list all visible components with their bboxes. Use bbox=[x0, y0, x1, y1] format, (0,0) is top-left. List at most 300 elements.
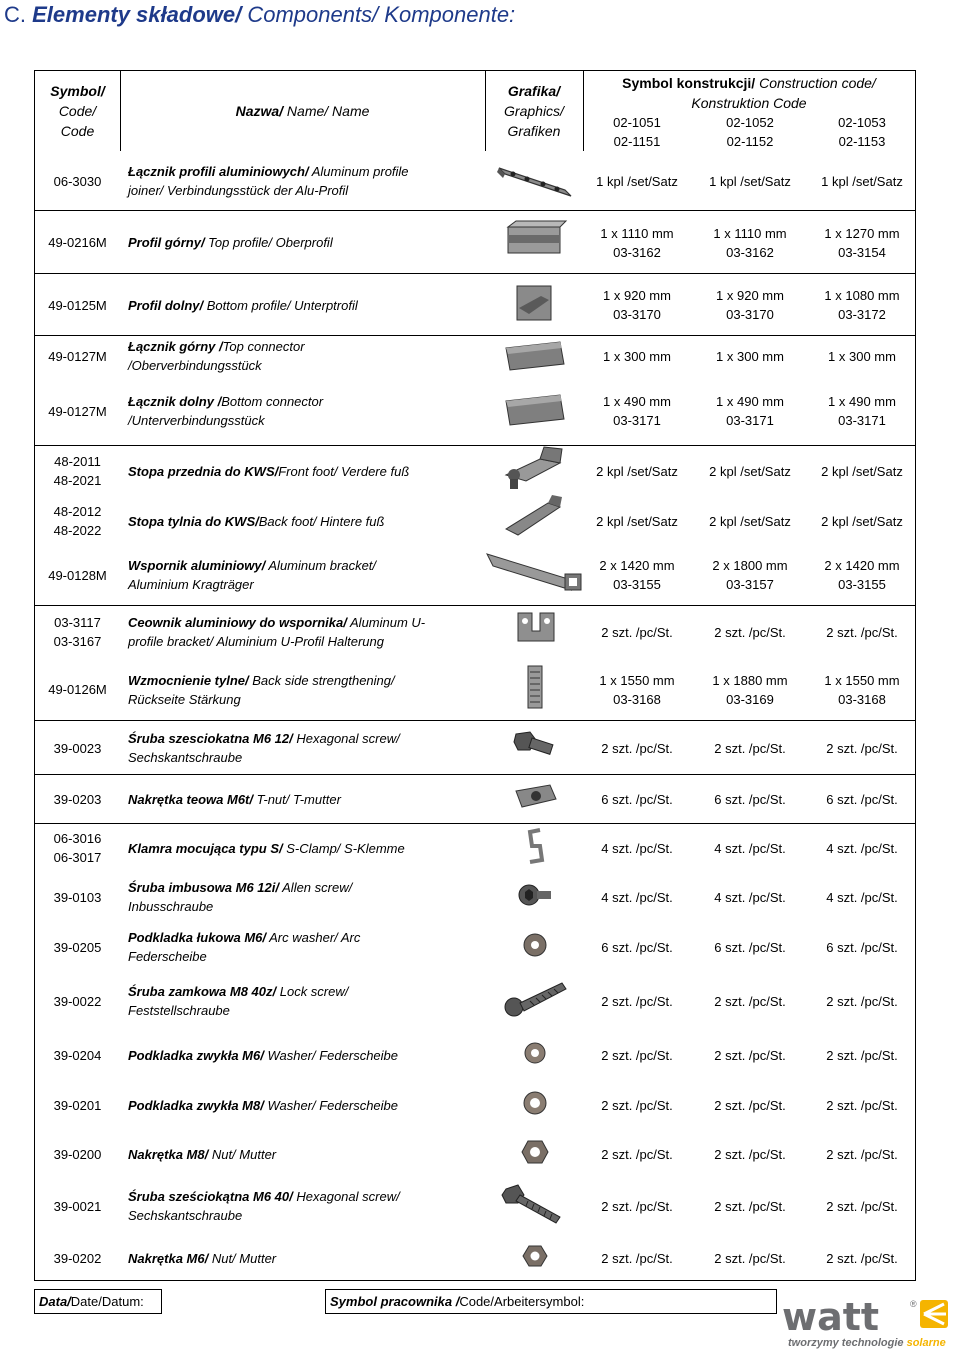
title-rest: Components/ Komponente: bbox=[241, 2, 516, 27]
component-graphic bbox=[485, 972, 585, 1030]
quantity-line: 1 x 490 mm bbox=[603, 394, 671, 409]
washer-m8-icon bbox=[520, 1088, 550, 1123]
component-symbol bbox=[35, 1178, 120, 1234]
quantity-columns bbox=[583, 1234, 915, 1282]
quantity-columns bbox=[583, 546, 915, 604]
quantity-columns bbox=[583, 824, 915, 872]
title-bold: Elementy składowe/ bbox=[32, 2, 242, 27]
component-symbol-line: 39-0023 bbox=[53, 740, 102, 756]
component-symbol-line: 39-0203 bbox=[53, 792, 102, 807]
quantity-line: 2 szt. /pc/St. bbox=[714, 740, 786, 756]
quantity-line: 2 szt. /pc/St. bbox=[826, 1146, 898, 1162]
quantity-cell bbox=[809, 498, 915, 544]
quantity-cell bbox=[691, 446, 809, 496]
component-name-en-de: Back foot/ Hintere fuß bbox=[258, 513, 385, 529]
header-symbol-line: Code bbox=[60, 123, 95, 139]
quantity-cell bbox=[691, 658, 809, 721]
component-name-en-de: Nut/ Mutter bbox=[208, 1250, 277, 1266]
construction-code-line: 02-1052 bbox=[726, 115, 774, 130]
quantity-cell bbox=[809, 872, 915, 922]
quantity-line: 2 szt. /pc/St. bbox=[714, 624, 786, 640]
table-section bbox=[35, 336, 915, 446]
component-name-pl: Nakrętka teowa M6t/ bbox=[128, 792, 253, 807]
component-name-text bbox=[128, 162, 438, 200]
component-graphic bbox=[485, 151, 585, 211]
table-section bbox=[35, 606, 915, 721]
table-section bbox=[35, 446, 915, 606]
component-graphic bbox=[485, 1178, 585, 1234]
component-symbol bbox=[35, 274, 120, 336]
component-graphic bbox=[485, 378, 585, 444]
component-name-text bbox=[128, 790, 341, 809]
component-name bbox=[128, 824, 438, 872]
table-section bbox=[35, 71, 915, 211]
component-graphic bbox=[485, 336, 585, 376]
quantity-cell bbox=[691, 151, 809, 211]
quantity-line: 03-3162 bbox=[726, 244, 774, 260]
component-symbol-line: 39-0021 bbox=[53, 1198, 102, 1214]
component-name-en-de: Bottom connector /Unterverbindungsstück bbox=[128, 394, 324, 428]
quantity-cell bbox=[583, 922, 691, 972]
table-section bbox=[35, 274, 915, 336]
worker-code-field[interactable] bbox=[325, 1289, 777, 1314]
component-name-pl: Stopa przednia do KWS/ bbox=[128, 463, 279, 479]
quantity-cell bbox=[691, 721, 809, 775]
quantity-cell bbox=[809, 336, 915, 376]
component-name-text bbox=[128, 878, 438, 916]
component-symbol-line: 49-0127M bbox=[48, 348, 107, 364]
component-name-pl: Profil dolny/ bbox=[128, 297, 204, 313]
quantity-line: 2 szt. /pc/St. bbox=[826, 624, 898, 640]
component-name-en-de: Top connector /Oberverbindungsstück bbox=[128, 339, 305, 373]
component-name-text bbox=[128, 671, 438, 709]
construction-code-line: 02-1053 bbox=[838, 115, 886, 130]
component-name-pl: Profil górny/ bbox=[128, 235, 205, 250]
quantity-line: 2 szt. /pc/St. bbox=[601, 624, 673, 640]
component-graphic bbox=[485, 546, 585, 604]
quantity-cell bbox=[691, 824, 809, 872]
quantity-columns bbox=[583, 972, 915, 1030]
component-name-pl: Nakrętka M8/ bbox=[128, 1146, 209, 1162]
quantity-cell bbox=[583, 211, 691, 274]
quantity-line: 1 x 1550 mm bbox=[824, 672, 900, 688]
component-symbol bbox=[35, 775, 120, 824]
component-symbol-line: 49-0126M bbox=[48, 682, 107, 697]
component-name-pl: Śruba sześciokątna M6 40/ bbox=[128, 1189, 293, 1204]
component-symbol bbox=[35, 446, 120, 496]
quantity-columns bbox=[583, 498, 915, 544]
header-name-rest: Name/ Name bbox=[283, 103, 370, 119]
component-symbol-line: 39-0202 bbox=[53, 1250, 102, 1266]
watt-logo bbox=[780, 1298, 952, 1350]
back-foot-icon bbox=[500, 495, 570, 548]
quantity-columns bbox=[583, 922, 915, 972]
component-name bbox=[128, 546, 438, 604]
component-graphic bbox=[485, 498, 585, 544]
quantity-columns bbox=[583, 378, 915, 444]
table-section bbox=[35, 721, 915, 775]
quantity-cell bbox=[809, 658, 915, 721]
quantity-columns bbox=[583, 721, 915, 775]
quantity-line: 2 szt. /pc/St. bbox=[714, 993, 786, 1009]
quantity-line: 2 x 1800 mm bbox=[712, 558, 788, 573]
component-name-en-de: Hexagonal screw/ Sechskantschraube bbox=[128, 1189, 400, 1223]
component-name bbox=[128, 274, 438, 336]
table-row bbox=[35, 336, 915, 376]
header-construction-line bbox=[622, 73, 876, 93]
construction-code bbox=[583, 113, 691, 151]
quantity-line: 1 x 490 mm bbox=[716, 394, 784, 409]
component-symbol-line: 49-0125M bbox=[48, 297, 107, 313]
header-construction-line2: Konstruktion Code bbox=[691, 95, 807, 111]
quantity-cell bbox=[691, 211, 809, 274]
u-profile-bracket-icon bbox=[510, 607, 560, 658]
quantity-columns bbox=[583, 1030, 915, 1080]
component-name bbox=[128, 972, 438, 1030]
component-name bbox=[128, 336, 438, 376]
component-name-text bbox=[128, 928, 438, 966]
quantity-line: 03-3155 bbox=[613, 577, 661, 592]
component-name-text bbox=[128, 1249, 276, 1268]
component-name-pl: Śruba zamkowa M8 40z/ bbox=[128, 984, 277, 999]
table-section bbox=[35, 211, 915, 274]
logo-tagline-b: solarne bbox=[906, 1337, 946, 1349]
header-construction bbox=[583, 71, 915, 151]
quantity-line: 2 szt. /pc/St. bbox=[826, 1250, 898, 1266]
quantity-columns bbox=[583, 1080, 915, 1130]
quantity-line: 2 szt. /pc/St. bbox=[601, 1250, 673, 1266]
construction-code-line: 02-1051 bbox=[613, 115, 661, 130]
quantity-cell bbox=[691, 498, 809, 544]
quantity-line: 03-3171 bbox=[613, 413, 661, 428]
component-name-en-de: S-Clamp/ S-Klemme bbox=[282, 840, 405, 856]
component-name bbox=[128, 1030, 438, 1080]
component-symbol-line: 48-2012 bbox=[53, 504, 102, 519]
component-name-en-de: Aluminum profile joiner/ Verbindungsstück der Alu-Profil bbox=[128, 164, 409, 198]
component-name-pl: Nakrętka M6/ bbox=[128, 1250, 209, 1266]
header-graphic bbox=[485, 71, 583, 151]
component-symbol bbox=[35, 1080, 120, 1130]
construction-code-line: 02-1153 bbox=[838, 134, 886, 149]
quantity-line: 2 szt. /pc/St. bbox=[601, 740, 673, 756]
quantity-line: 03-3171 bbox=[838, 413, 886, 428]
component-symbol bbox=[35, 211, 120, 274]
quantity-line: 2 kpl /set/Satz bbox=[596, 463, 678, 479]
quantity-line: 1 x 1270 mm bbox=[824, 225, 900, 241]
component-graphic bbox=[485, 446, 585, 496]
quantity-line: 2 kpl /set/Satz bbox=[821, 513, 903, 529]
quantity-line: 2 szt. /pc/St. bbox=[826, 1198, 898, 1214]
component-name-pl: Wspornik aluminiowy/ bbox=[128, 558, 266, 573]
component-symbol-line: 39-0200 bbox=[53, 1146, 102, 1162]
component-symbol-line: 39-0204 bbox=[53, 1047, 102, 1063]
table-row bbox=[35, 872, 915, 922]
component-graphic bbox=[485, 922, 585, 972]
quantity-line: 03-3162 bbox=[613, 244, 661, 260]
component-name-en-de: Aluminum bracket/ Aluminium Kragträger bbox=[128, 558, 377, 592]
component-symbol bbox=[35, 378, 120, 444]
quantity-cell bbox=[583, 1030, 691, 1080]
date-label-bold: Data/ bbox=[39, 1294, 71, 1309]
component-name bbox=[128, 211, 438, 274]
quantity-line: 2 szt. /pc/St. bbox=[601, 1097, 673, 1113]
nut-m8-icon bbox=[520, 1137, 550, 1172]
component-graphic bbox=[485, 1030, 585, 1080]
component-name bbox=[128, 151, 438, 211]
quantity-line: 2 szt. /pc/St. bbox=[826, 1047, 898, 1063]
quantity-line: 03-3170 bbox=[613, 307, 661, 322]
component-name-pl: Ceownik aluminiowy do wspornika/ bbox=[128, 615, 347, 630]
construction-code bbox=[691, 113, 809, 151]
component-name bbox=[128, 872, 438, 922]
component-name-en-de: Front foot/ Verdere fuß bbox=[278, 463, 410, 479]
header-name-line bbox=[236, 101, 370, 121]
component-graphic bbox=[485, 1080, 585, 1130]
component-name-text bbox=[128, 729, 438, 767]
component-name-en-de: Allen screw/ Inbusschraube bbox=[128, 880, 353, 914]
component-symbol-line: 49-0128M bbox=[48, 567, 107, 583]
quantity-cell bbox=[583, 872, 691, 922]
table-row bbox=[35, 775, 915, 824]
component-name-text bbox=[128, 296, 358, 315]
component-name-en-de: Washer/ Federscheibe bbox=[263, 1047, 399, 1063]
component-name-en-de: Hexagonal screw/ Sechskantschraube bbox=[128, 731, 400, 765]
component-graphic bbox=[485, 1234, 585, 1282]
component-name bbox=[128, 1080, 438, 1130]
header-construction-bold: Symbol konstrukcji/ bbox=[622, 75, 756, 91]
quantity-line: 2 kpl /set/Satz bbox=[596, 513, 678, 529]
component-name-text bbox=[128, 839, 405, 858]
table-row bbox=[35, 972, 915, 1030]
quantity-cell bbox=[583, 1234, 691, 1282]
component-symbol-line: 39-0205 bbox=[53, 939, 102, 955]
component-name-pl: Podkladka zwykła M8/ bbox=[128, 1097, 264, 1113]
quantity-columns bbox=[583, 658, 915, 721]
component-name-en-de: Bottom profile/ Unterptrofil bbox=[203, 297, 358, 313]
hex-screw-long-icon bbox=[500, 1181, 570, 1232]
component-name bbox=[128, 721, 438, 775]
quantity-line: 6 szt. /pc/St. bbox=[601, 792, 673, 807]
quantity-line: 1 x 920 mm bbox=[603, 288, 671, 303]
table-row bbox=[35, 658, 915, 721]
quantity-line: 2 szt. /pc/St. bbox=[714, 1198, 786, 1214]
component-name-pl: Łącznik dolny / bbox=[128, 394, 222, 409]
table-row bbox=[35, 1130, 915, 1178]
component-name-pl: Klamra mocująca typu S/ bbox=[128, 840, 283, 856]
header-name bbox=[120, 71, 485, 151]
quantity-cell bbox=[809, 211, 915, 274]
quantity-cell bbox=[809, 775, 915, 824]
quantity-line: 1 x 300 mm bbox=[828, 348, 896, 364]
quantity-line: 2 szt. /pc/St. bbox=[601, 993, 673, 1009]
component-name bbox=[128, 1234, 438, 1282]
quantity-cell bbox=[691, 872, 809, 922]
component-graphic bbox=[485, 721, 585, 775]
component-symbol-line: 48-2021 bbox=[53, 473, 102, 488]
quantity-line: 03-3169 bbox=[726, 691, 774, 707]
quantity-cell bbox=[809, 1234, 915, 1282]
header-name-bold: Nazwa/ bbox=[235, 103, 284, 119]
quantity-columns bbox=[583, 872, 915, 922]
component-symbol-line: 49-0216M bbox=[48, 235, 107, 250]
components-table bbox=[34, 70, 916, 1281]
quantity-columns bbox=[583, 1130, 915, 1178]
component-name bbox=[128, 658, 438, 721]
quantity-cell bbox=[583, 274, 691, 336]
component-symbol-line: 39-0022 bbox=[53, 993, 102, 1009]
quantity-line: 4 szt. /pc/St. bbox=[826, 840, 898, 856]
table-row bbox=[35, 1030, 915, 1080]
quantity-cell bbox=[583, 972, 691, 1030]
component-name-en-de: Washer/ Federscheibe bbox=[263, 1097, 399, 1113]
component-graphic bbox=[485, 872, 585, 922]
quantity-columns bbox=[583, 151, 915, 211]
table-row bbox=[35, 721, 915, 775]
date-label-rest: Date/Datum: bbox=[70, 1294, 144, 1309]
quantity-line: 4 szt. /pc/St. bbox=[826, 889, 898, 905]
quantity-line: 1 x 920 mm bbox=[716, 288, 784, 303]
quantity-line: 1 x 1880 mm bbox=[712, 672, 788, 688]
table-row bbox=[35, 546, 915, 604]
top-connector-icon bbox=[500, 334, 570, 379]
joiner-plate-icon bbox=[495, 156, 575, 207]
component-name-text bbox=[128, 1187, 438, 1225]
component-name bbox=[128, 922, 438, 972]
component-symbol-line: 48-2011 bbox=[54, 454, 101, 469]
component-symbol bbox=[35, 336, 120, 376]
quantity-cell bbox=[583, 824, 691, 872]
component-name-pl: Podkladka zwykła M6/ bbox=[128, 1047, 264, 1063]
table-row bbox=[35, 446, 915, 496]
component-name bbox=[128, 378, 438, 444]
quantity-columns bbox=[583, 211, 915, 274]
quantity-cell bbox=[691, 274, 809, 336]
top-profile-icon bbox=[500, 215, 570, 270]
table-row bbox=[35, 1080, 915, 1130]
quantity-line: 1 x 1080 mm bbox=[824, 288, 900, 303]
component-name-en-de: Aluminum U-profile bracket/ Aluminium U-Profil Halterung bbox=[128, 615, 426, 649]
bottom-profile-icon bbox=[505, 278, 565, 333]
component-graphic bbox=[485, 658, 585, 721]
quantity-cell bbox=[809, 378, 915, 444]
quantity-columns bbox=[583, 274, 915, 336]
component-name-text bbox=[128, 1145, 276, 1164]
table-row bbox=[35, 1234, 915, 1282]
quantity-cell bbox=[691, 1178, 809, 1234]
component-graphic bbox=[485, 274, 585, 336]
quantity-line: 4 szt. /pc/St. bbox=[714, 889, 786, 905]
quantity-cell bbox=[583, 446, 691, 496]
component-symbol-line: 48-2022 bbox=[53, 523, 102, 538]
quantity-line: 2 x 1420 mm bbox=[599, 558, 675, 573]
construction-code-line: 02-1152 bbox=[726, 134, 774, 149]
quantity-cell bbox=[809, 606, 915, 658]
component-graphic bbox=[485, 606, 585, 658]
quantity-cell bbox=[691, 972, 809, 1030]
quantity-cell bbox=[691, 606, 809, 658]
component-name-text bbox=[128, 982, 438, 1020]
quantity-line: 2 szt. /pc/St. bbox=[826, 993, 898, 1009]
component-graphic bbox=[485, 775, 585, 824]
quantity-cell bbox=[809, 446, 915, 496]
table-row bbox=[35, 151, 915, 211]
component-name-text bbox=[128, 613, 438, 651]
quantity-cell bbox=[809, 1178, 915, 1234]
component-symbol-line: 06-3017 bbox=[53, 850, 102, 865]
table-row bbox=[35, 824, 915, 872]
component-name-pl: Śruba szesciokatna M6 12/ bbox=[128, 731, 293, 746]
arc-washer-icon bbox=[520, 930, 550, 965]
table-row bbox=[35, 922, 915, 972]
logo-tagline-a: tworzymy technologie bbox=[788, 1337, 907, 1349]
quantity-columns bbox=[583, 775, 915, 824]
component-name-pl: Łącznik górny / bbox=[128, 339, 223, 354]
quantity-line: 03-3172 bbox=[838, 307, 886, 322]
logo-wordmark: watt bbox=[782, 1298, 880, 1339]
component-name bbox=[128, 1178, 438, 1234]
quantity-line: 1 x 1110 mm bbox=[600, 225, 674, 241]
component-name-text bbox=[128, 337, 438, 375]
table-row bbox=[35, 1178, 915, 1234]
quantity-line: 2 x 1420 mm bbox=[824, 558, 900, 573]
quantity-line: 2 szt. /pc/St. bbox=[601, 1198, 673, 1214]
quantity-line: 6 szt. /pc/St. bbox=[826, 792, 898, 807]
quantity-line: 4 szt. /pc/St. bbox=[601, 889, 673, 905]
component-symbol-line: 06-3030 bbox=[53, 173, 102, 189]
component-name bbox=[128, 1130, 438, 1178]
component-name-en-de: T-nut/ T-mutter bbox=[253, 792, 341, 807]
quantity-cell bbox=[809, 546, 915, 604]
construction-code-line: 02-1151 bbox=[613, 134, 661, 149]
quantity-line: 03-3168 bbox=[838, 691, 886, 707]
component-symbol bbox=[35, 1130, 120, 1178]
header-codes bbox=[583, 113, 915, 151]
component-name-text bbox=[128, 556, 438, 594]
quantity-cell bbox=[583, 151, 691, 211]
quantity-cell bbox=[691, 1080, 809, 1130]
table-row bbox=[35, 378, 915, 444]
component-symbol-line: 39-0201 bbox=[53, 1097, 102, 1113]
table-row bbox=[35, 498, 915, 544]
table-row bbox=[35, 211, 915, 274]
date-field[interactable] bbox=[34, 1289, 162, 1314]
quantity-line: 2 szt. /pc/St. bbox=[714, 1146, 786, 1162]
component-symbol bbox=[35, 546, 120, 604]
component-name-en-de: Arc washer/ Arc Federscheibe bbox=[128, 930, 361, 964]
component-symbol bbox=[35, 922, 120, 972]
component-symbol bbox=[35, 872, 120, 922]
quantity-line: 2 szt. /pc/St. bbox=[826, 740, 898, 756]
header-symbol-line: Code/ bbox=[58, 103, 97, 119]
component-name-pl: Stopa tylnia do KWS/ bbox=[128, 513, 259, 529]
front-foot-icon bbox=[500, 445, 570, 498]
quantity-line: 1 kpl /set/Satz bbox=[821, 173, 903, 189]
component-symbol bbox=[35, 1234, 120, 1282]
component-name-text bbox=[128, 1046, 398, 1065]
header-construction-rest: Construction code/ bbox=[755, 75, 876, 91]
quantity-line: 1 x 300 mm bbox=[603, 348, 671, 364]
quantity-line: 1 x 490 mm bbox=[828, 394, 896, 409]
quantity-line: 2 szt. /pc/St. bbox=[601, 1047, 673, 1063]
table-section bbox=[35, 775, 915, 824]
quantity-line: 6 szt. /pc/St. bbox=[826, 939, 898, 955]
quantity-line: 2 kpl /set/Satz bbox=[821, 463, 903, 479]
quantity-columns bbox=[583, 1178, 915, 1234]
quantity-cell bbox=[583, 606, 691, 658]
component-symbol bbox=[35, 151, 120, 211]
aluminum-bracket-icon bbox=[485, 550, 585, 601]
hex-screw-short-icon bbox=[510, 726, 560, 771]
